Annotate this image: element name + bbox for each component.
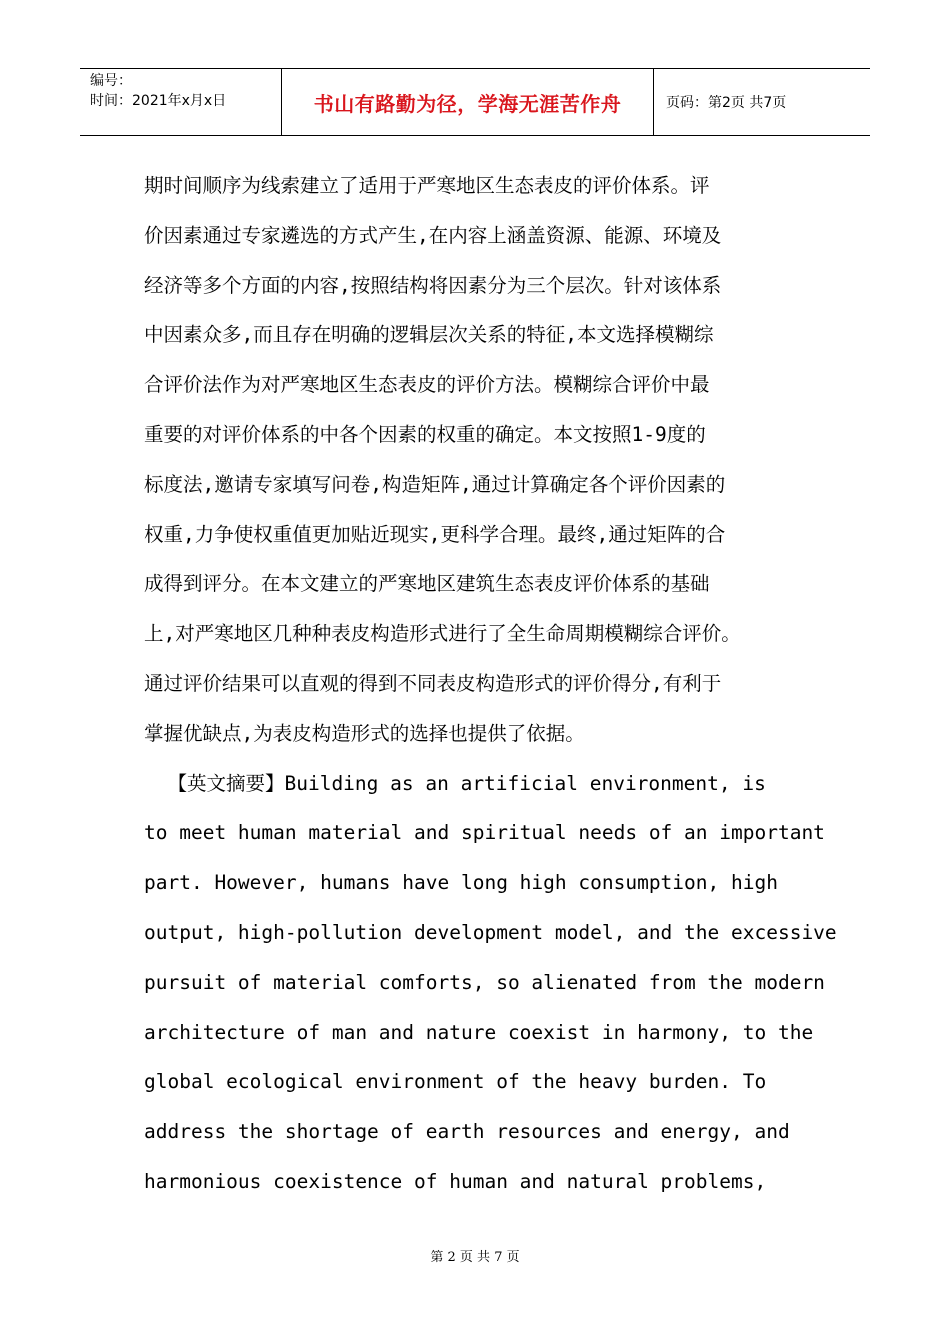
text-line: 标度法,邀请专家填写问卷,构造矩阵,通过计算确定各个评价因素的	[144, 472, 726, 496]
text-line: to meet human material and spiritual needs of an important	[144, 821, 825, 845]
text-line: global ecological environment of the heavy burden. To	[144, 1070, 767, 1094]
time-label: 时间：2021年x月x日	[90, 93, 227, 109]
text-line: 重要的对评价体系的中各个因素的权重的确定。本文按照1-9度的	[144, 422, 706, 446]
header-meta	[80, 69, 282, 135]
text-line: 掌握优缺点,为表皮构造形式的选择也提供了依据。	[144, 721, 585, 745]
text-line: address the shortage of earth resources and energy, and	[144, 1120, 790, 1144]
abstract-heading-line: 【英文摘要】Building as an artificial environment, is	[144, 771, 766, 795]
number-label: 编号：	[90, 73, 132, 89]
text-line: 上,对严寒地区几种种表皮构造形式进行了全生命周期模糊综合评价。	[144, 622, 741, 646]
header-motto: 书山有路勤为径，学海无涯苦作舟	[282, 69, 654, 135]
text-line: 价因素通过专家遴选的方式产生,在内容上涵盖资源、能源、环境及	[144, 223, 722, 247]
text-line: 权重,力争使权重值更加贴近现实,更科学合理。最终,通过矩阵的合	[144, 522, 726, 546]
text-line: 通过评价结果可以直观的得到不同表皮构造形式的评价得分,有利于	[144, 671, 722, 695]
text-line: output, high-pollution development model, and the excessive	[144, 920, 837, 944]
text-line: 期时间顺序为线索建立了适用于严寒地区生态表皮的评价体系。评	[144, 174, 710, 197]
text-line: architecture of man and nature coexist in harmony, to the	[144, 1020, 814, 1044]
text-line: 成得到评分。在本文建立的严寒地区建筑生态表皮评价体系的基础	[144, 572, 710, 596]
text-line: 合评价法作为对严寒地区生态表皮的评价方法。模糊综合评价中最	[144, 373, 710, 397]
document-header	[80, 68, 870, 136]
body-text	[144, 161, 837, 1207]
page-footer: 第 2 页 共 7 页	[430, 1250, 520, 1265]
header-page-code: 页码：第2页 共7页	[666, 95, 787, 111]
text-line: 经济等多个方面的内容,按照结构将因素分为三个层次。针对该体系	[144, 273, 722, 297]
text-line: part. However, humans have long high consumption, high	[144, 871, 778, 895]
text-line: harmonious coexistence of human and natural problems,	[144, 1169, 767, 1193]
text-line: 中因素众多,而且存在明确的逻辑层次关系的特征,本文选择模糊综	[144, 323, 714, 347]
text-line: pursuit of material comforts, so alienated from the modern	[144, 970, 825, 994]
